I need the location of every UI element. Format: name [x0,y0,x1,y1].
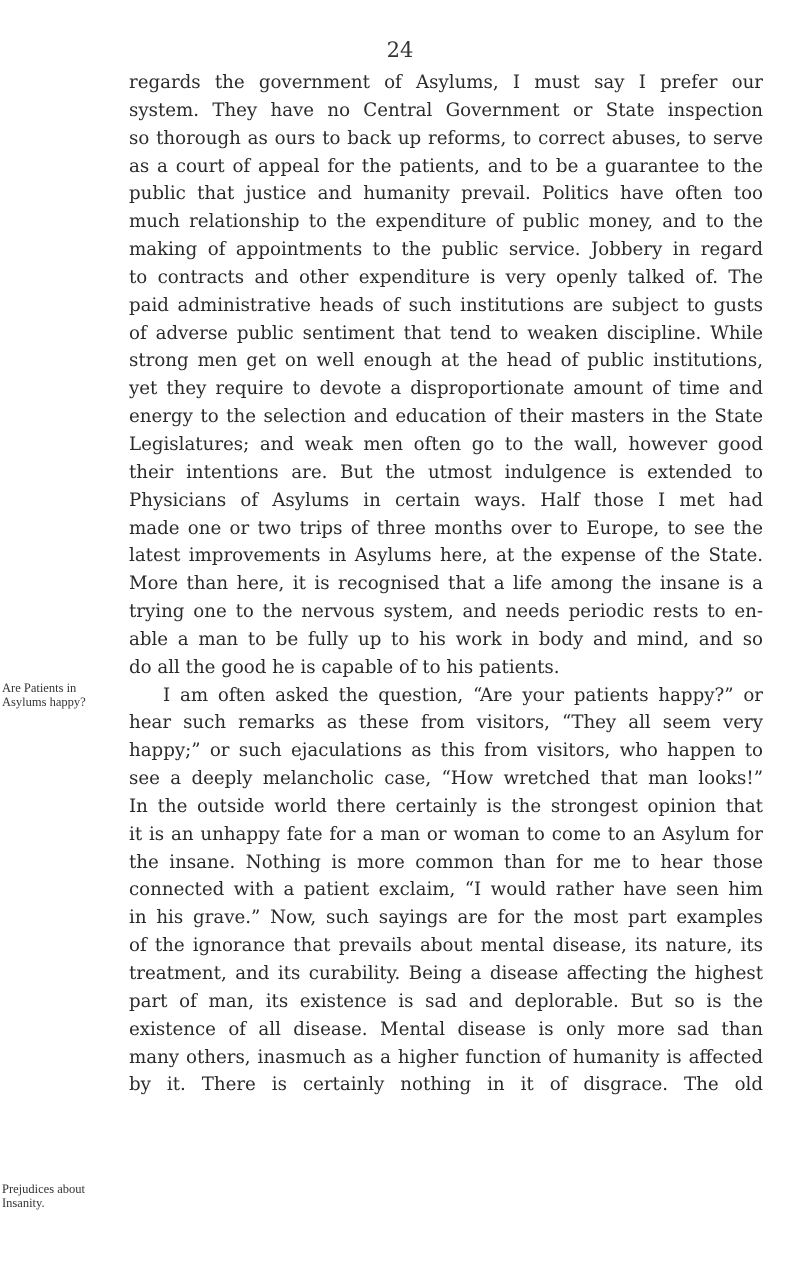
text-line: made one or two trips of three months over to Europe, to see the [129,517,763,539]
text-line: system. They have no Central Government or State inspection [129,99,763,121]
text-line: to contracts and other expenditure is very openly talked of. The [129,266,763,288]
page-number: 24 [386,38,414,62]
text-line: More than here, it is recognised that a life among the insane is a [129,573,763,595]
text-line: treatment, and its curability. Being a disease affecting the highest [129,963,763,984]
text-line: trying one to the nervous system, and needs periodic rests to en- [129,601,763,623]
side-note-line: Are Patients in [2,681,77,695]
text-line: do all the good he is capable of to his patients. [129,656,560,678]
text-line: In the outside world there certainly is the strongest opinion that [129,795,763,817]
text-line: as a court of appeal for the patients, and to be a guarantee to the [129,155,763,177]
text-line: making of appointments to the public service. Jobbery in regard [129,239,763,261]
side-note-prejudices [2,1182,122,1210]
text-line: in his grave.” Now, such sayings are for the most part examples [129,907,763,929]
text-line: hear such remarks as these from visitors, “They all seem very [129,712,763,734]
side-note-line: Insanity. [2,1196,45,1210]
text-line: see a deeply melancholic case, “How wretched that man looks!” [129,768,763,790]
text-line: Physicians of Asylums in certain ways. Half those I met had [129,489,763,511]
text-line: it is an unhappy fate for a man or woman to come to an Asylum for [129,823,763,845]
text-line: many others, inasmuch as a higher function of humanity is affected [129,1046,763,1068]
text-line: connected with a patient exclaim, “I would rather have seen him [129,879,763,901]
text-line: their intentions are. But the utmost indulgence is extended to [129,461,763,483]
text-line: I am often asked the question, “Are your patients happy?” or [163,684,763,706]
text-line: of adverse public sentiment that tend to weaken discipline. While [129,322,763,344]
text-line: by it. There is certainly nothing in it of disgrace. The old [129,1074,763,1096]
text-line: able a man to be fully up to his work in body and mind, and so [129,628,763,650]
text-line: public that justice and humanity prevail. Politics have often too [129,183,763,205]
text-line: happy;” or such ejaculations as this from visitors, who happen to [129,740,763,762]
text-line: energy to the selection and education of their masters in the State [129,406,763,428]
side-note-asylums-happy [2,681,122,709]
text-line: the insane. Nothing is more common than for me to hear those [129,851,763,873]
text-line: regards the government of Asylums, I must say I prefer our [129,72,763,93]
text-line: of the ignorance that prevails about mental disease, its nature, its [129,935,763,957]
text-line: Legislatures; and weak men often go to the wall, however good [129,433,763,455]
text-line: yet they require to devote a disproportionate amount of time and [129,378,763,400]
text-line: so thorough as ours to back up reforms, to correct abuses, to serve [129,127,763,149]
text-line: part of man, its existence is sad and deplorable. But so is the [129,990,763,1012]
text-line: existence of all disease. Mental disease is only more sad than [129,1018,763,1040]
body-text [129,69,763,1099]
text-line: latest improvements in Asylums here, at the expense of the State. [129,545,763,567]
text-line: strong men get on well enough at the head of public institutions, [129,350,763,372]
side-note-line: Asylums happy? [2,695,86,709]
text-line: much relationship to the expenditure of public money, and to the [129,211,763,233]
text-line: paid administrative heads of such institutions are subject to gusts [129,294,763,316]
side-note-line: Prejudices about [2,1182,85,1196]
